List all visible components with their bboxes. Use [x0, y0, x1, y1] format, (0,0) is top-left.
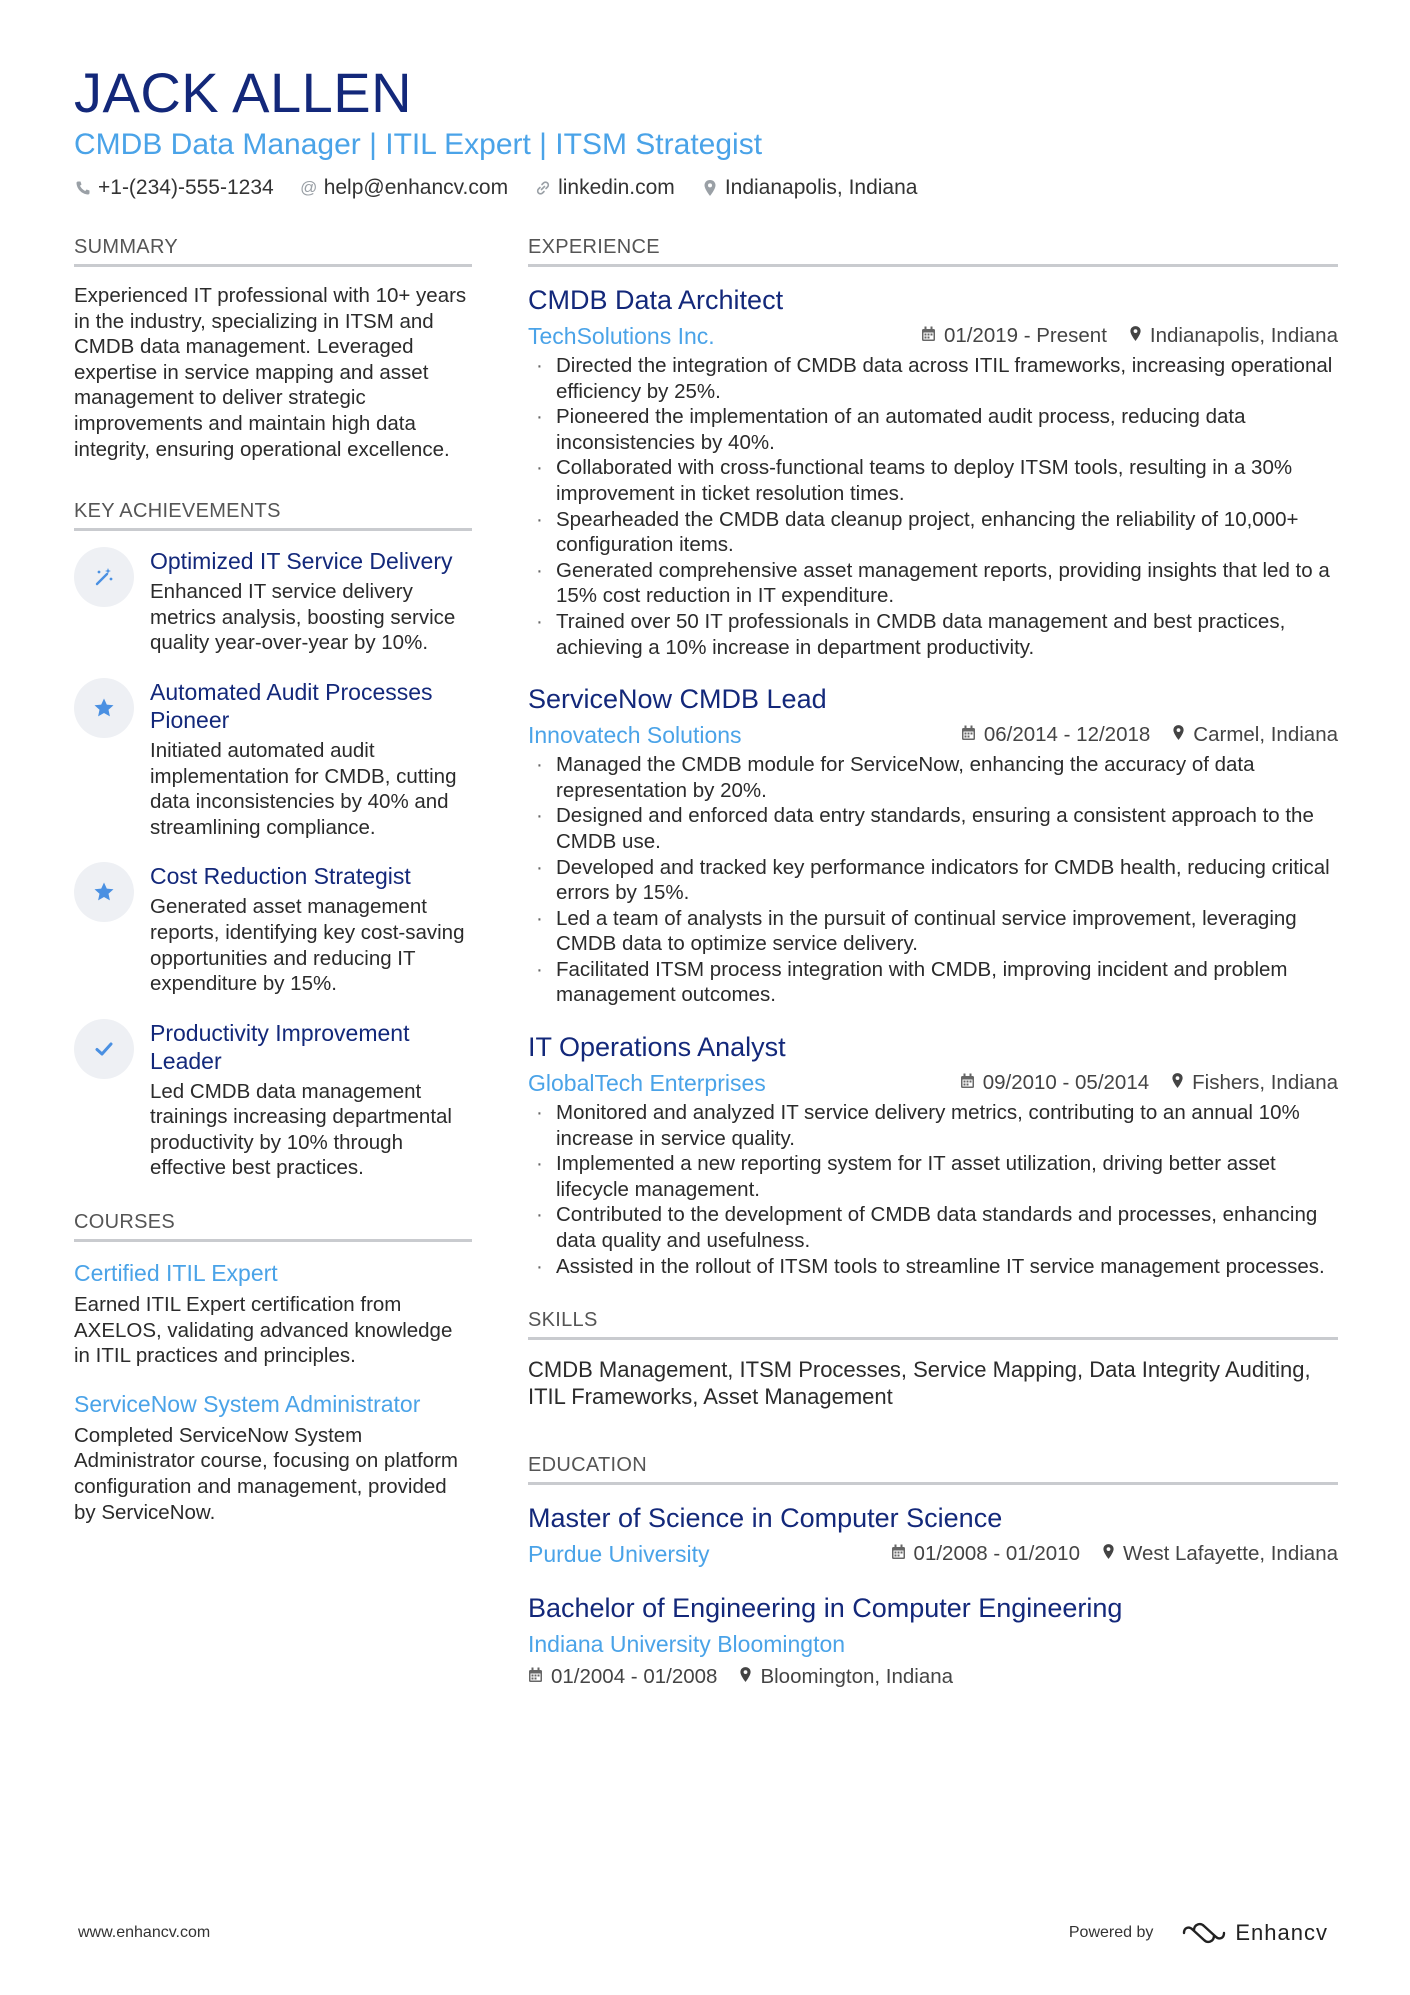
degree-title: Bachelor of Engineering in Computer Engineering — [528, 1593, 1123, 1624]
courses-section — [74, 1211, 472, 1525]
job-location-text: Carmel, Indiana — [1193, 723, 1338, 747]
contact-linkedin[interactable] — [534, 176, 675, 200]
achievement-desc: Led CMDB data management trainings increasing departmental productivity by 10% through effective best practices. — [150, 1079, 452, 1180]
job-dates-text: 06/2014 - 12/2018 — [983, 723, 1151, 747]
job-bullet: · Directed the integration of CMDB data across ITIL frameworks, increasing operational efficiency by 25%. — [528, 353, 1338, 404]
job-bullet: · Designed and enforced data entry standards, ensuring a consistent approach to the CMDB use. — [528, 803, 1338, 854]
company-name: GlobalTech Enterprises — [528, 1070, 766, 1097]
page-footer — [78, 1920, 1328, 1946]
candidate-title: CMDB Data Manager | ITIL Expert | ITSM Strategist — [74, 128, 763, 161]
job-bullet: · Trained over 50 IT professionals in CMDB data management and best practices, achieving a 10% increase in department productivity. — [528, 609, 1338, 660]
course-title: Certified ITIL Expert — [74, 1260, 278, 1287]
linkedin-text[interactable]: linkedin.com — [558, 176, 675, 199]
education-location — [739, 1665, 953, 1689]
contact-location — [701, 176, 918, 200]
education-dates — [528, 1665, 717, 1689]
job-bullet: · Developed and tracked key performance indicators for CMDB health, reducing critical errors by 15%. — [528, 855, 1338, 906]
location-pin-icon — [1102, 1543, 1115, 1565]
calendar-icon — [960, 1073, 975, 1094]
summary-section — [74, 236, 472, 462]
job-bullet: · Led a team of analysts in the pursuit of continual service improvement, leveraging CMDB data to optimize service delivery. — [528, 906, 1338, 957]
contact-phone — [74, 176, 274, 200]
job-dates — [961, 723, 1150, 747]
job-bullet: · Contributed to the development of CMDB data standards and processes, enhancing data quality and usefulness. — [528, 1202, 1338, 1253]
achievement-title: Productivity Improvement Leader — [150, 1019, 410, 1074]
course-desc: Completed ServiceNow System Administrator course, focusing on platform configuration and management, provided by ServiceNow. — [74, 1423, 458, 1524]
left-column — [74, 236, 472, 1563]
location-pin-icon — [739, 1666, 752, 1688]
job-location — [1172, 723, 1338, 747]
job-meta-details — [938, 1071, 1338, 1095]
job-bullets — [528, 353, 1338, 660]
achievement-item — [74, 678, 472, 840]
candidate-name: JACK ALLEN — [74, 61, 413, 124]
calendar-icon — [921, 326, 936, 347]
location-text: Indianapolis, Indiana — [724, 176, 918, 199]
course-item — [74, 1389, 472, 1525]
achievement-item — [74, 862, 472, 996]
company-name: Innovatech Solutions — [528, 722, 742, 749]
checkmark-icon — [74, 1019, 134, 1079]
job-meta-details — [899, 324, 1338, 348]
at-icon: @ — [300, 178, 318, 197]
email-text[interactable]: help@enhancv.com — [323, 176, 509, 199]
education-location — [1102, 1542, 1338, 1566]
achievement-desc: Generated asset management reports, identifying key cost-saving opportunities and reducing IT expenditure by 15%. — [150, 895, 465, 996]
powered-by-label: Powered by — [1068, 1924, 1154, 1941]
achievement-title: Optimized IT Service Delivery — [150, 548, 453, 575]
education-meta-details — [528, 1665, 1338, 1689]
education-dates-text: 01/2008 - 01/2010 — [913, 1542, 1080, 1566]
achievement-desc: Initiated automated audit implementation for CMDB, cutting data inconsistencies by 40% and streamlining compliance. — [150, 738, 457, 839]
job-meta — [528, 321, 1338, 351]
experience-section — [528, 236, 1338, 1279]
company-name: TechSolutions Inc. — [528, 323, 715, 349]
enhancv-logo-icon — [1181, 1922, 1227, 1944]
education-section — [528, 1454, 1338, 1689]
location-pin-icon — [701, 179, 719, 197]
education-dates-text: 01/2004 - 01/2008 — [551, 1665, 718, 1689]
job-location-text: Indianapolis, Indiana — [1149, 324, 1338, 347]
course-desc: Earned ITIL Expert certification from AXELOS, validating advanced knowledge in ITIL practices and principles. — [74, 1293, 453, 1368]
location-pin-icon — [1172, 724, 1185, 746]
job-bullet: · Assisted in the rollout of ITSM tools to streamline IT service management processes. — [528, 1254, 1338, 1280]
job-entry — [528, 283, 1338, 660]
education-heading: EDUCATION — [528, 1454, 1338, 1485]
education-entry — [528, 1501, 1338, 1569]
job-meta — [528, 1068, 1338, 1098]
achievements-section — [74, 500, 472, 1181]
calendar-icon — [891, 1544, 906, 1565]
calendar-icon — [961, 725, 976, 746]
job-bullet: · Pioneered the implementation of an automated audit process, reducing data inconsistencies by 40%. — [528, 404, 1338, 455]
job-bullets — [528, 752, 1338, 1008]
calendar-icon — [528, 1667, 543, 1688]
star-icon — [74, 678, 134, 738]
school-name: Indiana University Bloomington — [528, 1631, 846, 1658]
summary-text: Experienced IT professional with 10+ years in the industry, specializing in ITSM and CMDB data management. Leveraged expertise in service mapping and asset management to deliver strategic improvements and maintain high data integrity, ensuring operational excellence. — [74, 284, 467, 461]
skills-heading: SKILLS — [528, 1309, 1338, 1340]
achievement-desc: Enhanced IT service delivery metrics analysis, boosting service quality year-over-year by 10%. — [150, 580, 456, 655]
footer-website[interactable]: www.enhancv.com — [78, 1924, 211, 1941]
education-meta-details — [869, 1542, 1338, 1566]
courses-heading: COURSES — [74, 1211, 472, 1242]
education-location-text: Bloomington, Indiana — [760, 1665, 954, 1689]
education-location-text: West Lafayette, Indiana — [1122, 1542, 1338, 1566]
achievement-item — [74, 547, 472, 656]
summary-heading: SUMMARY — [74, 236, 472, 267]
job-entry — [528, 1030, 1338, 1279]
achievement-title: Automated Audit Processes Pioneer — [150, 678, 433, 733]
achievements-heading: KEY ACHIEVEMENTS — [74, 500, 472, 531]
right-column — [528, 236, 1338, 1711]
job-bullet: · Monitored and analyzed IT service delivery metrics, contributing to an annual 10% increase in service quality. — [528, 1100, 1338, 1151]
experience-heading: EXPERIENCE — [528, 236, 1338, 267]
job-entry — [528, 682, 1338, 1008]
education-meta — [528, 1539, 1338, 1569]
contact-row — [74, 176, 1344, 200]
skills-text: CMDB Management, ITSM Processes, Service Mapping, Data Integrity Auditing, ITIL Frameworks, Asset Management — [528, 1357, 1311, 1410]
star-icon — [74, 862, 134, 922]
job-title: ServiceNow CMDB Lead — [528, 684, 827, 715]
job-bullet: · Implemented a new reporting system for IT asset utilization, driving better asset lifecycle management. — [528, 1151, 1338, 1202]
course-item — [74, 1258, 472, 1369]
phone-text: +1-(234)-555-1234 — [98, 176, 274, 199]
link-icon — [534, 179, 552, 197]
brand-name: Enhancv — [1235, 1920, 1328, 1945]
education-entry — [528, 1591, 1338, 1689]
job-bullet: · Collaborated with cross-functional teams to deploy ITSM tools, resulting in a 30% improvement in ticket resolution times. — [528, 455, 1338, 506]
course-title: ServiceNow System Administrator — [74, 1390, 421, 1417]
contact-email[interactable] — [300, 176, 508, 200]
phone-icon — [74, 179, 92, 197]
magic-wand-icon — [74, 547, 134, 607]
job-bullet: · Spearheaded the CMDB data cleanup project, enhancing the reliability of 10,000+ configuration items. — [528, 507, 1338, 558]
job-location — [1129, 324, 1338, 348]
achievement-item — [74, 1019, 472, 1181]
job-dates — [960, 1071, 1149, 1095]
job-title: IT Operations Analyst — [528, 1032, 786, 1063]
location-pin-icon — [1129, 325, 1142, 347]
job-dates-text: 09/2010 - 05/2014 — [982, 1071, 1150, 1095]
job-dates — [921, 324, 1107, 348]
job-bullet: · Facilitated ITSM process integration with CMDB, improving incident and problem management outcomes. — [528, 957, 1338, 1008]
job-dates-text: 01/2019 - Present — [943, 324, 1107, 347]
education-dates — [891, 1542, 1080, 1566]
job-bullet: · Managed the CMDB module for ServiceNow, enhancing the accuracy of data representation by 20%. — [528, 752, 1338, 803]
job-location — [1171, 1071, 1338, 1095]
job-bullets — [528, 1100, 1338, 1279]
achievement-title: Cost Reduction Strategist — [150, 863, 411, 890]
job-title: CMDB Data Architect — [528, 285, 784, 315]
skills-section — [528, 1309, 1338, 1410]
degree-title: Master of Science in Computer Science — [528, 1503, 1003, 1534]
powered-by — [1069, 1920, 1328, 1946]
school-name: Purdue University — [528, 1541, 710, 1568]
job-meta-details — [939, 723, 1338, 747]
job-meta — [528, 720, 1338, 750]
location-pin-icon — [1171, 1072, 1184, 1094]
resume-header — [74, 62, 1344, 200]
job-bullet: · Generated comprehensive asset management reports, providing insights that led to a 15% cost reduction in IT expenditure. — [528, 558, 1338, 609]
job-location-text: Fishers, Indiana — [1192, 1071, 1338, 1095]
